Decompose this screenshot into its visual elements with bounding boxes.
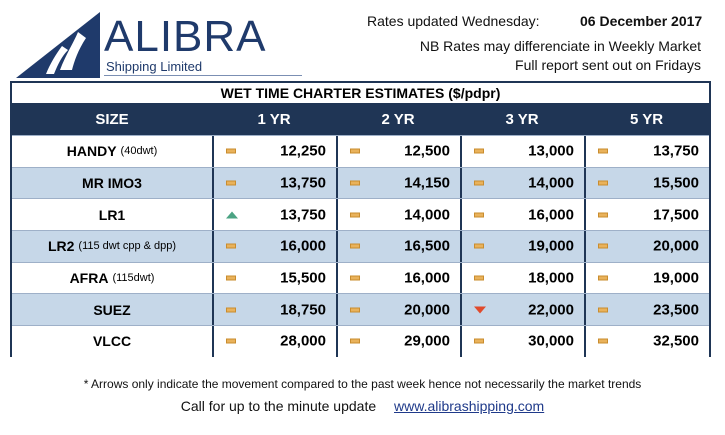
logo-divider xyxy=(104,75,302,76)
trend-flat-icon xyxy=(350,244,360,249)
trend-flat-icon xyxy=(350,276,360,281)
rate-value: 22,000 xyxy=(528,301,574,319)
trend-flat-icon xyxy=(598,307,608,312)
rate-cell xyxy=(212,168,336,199)
rate-cell xyxy=(460,168,584,199)
table-title: WET TIME CHARTER ESTIMATES ($/pdpr) xyxy=(12,83,709,103)
vessel-size-cell xyxy=(12,294,212,325)
report-note: Full report sent out on Fridays xyxy=(515,57,701,73)
rate-value: 14,150 xyxy=(404,174,450,192)
vessel-size-cell xyxy=(12,199,212,230)
rate-cell xyxy=(212,199,336,230)
trend-flat-icon xyxy=(598,181,608,186)
table-body xyxy=(12,135,709,357)
trend-flat-icon xyxy=(350,181,360,186)
rate-cell xyxy=(336,199,460,230)
company-logo xyxy=(12,8,292,78)
rate-cell xyxy=(212,136,336,167)
vessel-size-cell xyxy=(12,168,212,199)
trend-flat-icon xyxy=(226,149,236,154)
vessel-size-cell xyxy=(12,231,212,262)
rate-value: 20,000 xyxy=(653,237,699,255)
column-header-3yr: 3 YR xyxy=(505,110,539,128)
vessel-size-cell xyxy=(12,263,212,294)
rate-value: 17,500 xyxy=(653,206,699,224)
table-row xyxy=(12,167,709,199)
rates-note: NB Rates may differenciate in Weekly Market xyxy=(419,38,701,54)
rate-cell xyxy=(460,263,584,294)
rate-value: 18,000 xyxy=(528,269,574,287)
column-header-5yr: 5 YR xyxy=(629,110,664,128)
trend-flat-icon xyxy=(598,244,608,249)
rate-cell xyxy=(212,294,336,325)
table-row xyxy=(12,262,709,294)
table-row xyxy=(12,135,709,167)
rate-value: 16,500 xyxy=(404,237,450,255)
rate-value: 20,000 xyxy=(404,301,450,319)
rate-cell xyxy=(584,136,709,167)
rate-value: 14,000 xyxy=(404,206,450,224)
trend-flat-icon xyxy=(598,276,608,281)
rate-value: 28,000 xyxy=(280,332,326,350)
rate-value: 15,500 xyxy=(280,269,326,287)
rate-cell xyxy=(460,294,584,325)
vessel-size-cell xyxy=(12,136,212,167)
logo-subtitle: Shipping Limited xyxy=(106,59,203,74)
rate-cell xyxy=(584,231,709,262)
arrows-disclaimer: * Arrows only indicate the movement compared to the past week hence not necessarily the market trends xyxy=(83,377,642,391)
trend-flat-icon xyxy=(598,212,608,217)
trend-flat-icon xyxy=(474,181,484,186)
rate-cell xyxy=(584,199,709,230)
trend-flat-icon xyxy=(226,339,236,344)
rate-cell xyxy=(336,168,460,199)
vessel-size-label: MR IMO3 xyxy=(82,175,142,192)
trend-down-icon xyxy=(474,306,486,313)
rates-updated-date: 06 December 2017 xyxy=(580,13,703,29)
rate-cell xyxy=(336,231,460,262)
trend-flat-icon xyxy=(350,339,360,344)
column-header-size: SIZE xyxy=(95,110,129,128)
rate-value: 14,000 xyxy=(528,174,574,192)
rate-cell xyxy=(584,168,709,199)
table-row xyxy=(12,198,709,230)
trend-flat-icon xyxy=(598,149,608,154)
rate-value: 29,000 xyxy=(404,332,450,350)
rate-value: 19,000 xyxy=(528,237,574,255)
rate-value: 13,750 xyxy=(653,142,699,160)
rates-updated-label: Rates updated Wednesday: xyxy=(367,13,540,29)
contact-line xyxy=(0,398,725,414)
table-row xyxy=(12,293,709,325)
trend-flat-icon xyxy=(226,181,236,186)
rate-value: 18,750 xyxy=(280,301,326,319)
rate-value: 30,000 xyxy=(528,332,574,350)
rate-value: 12,250 xyxy=(280,142,326,160)
column-header-2yr: 2 YR xyxy=(381,110,415,128)
rate-cell xyxy=(584,326,709,357)
call-text: Call for up to the minute update xyxy=(180,398,377,414)
table-row xyxy=(12,325,709,357)
rate-value: 16,000 xyxy=(528,206,574,224)
rate-value: 12,500 xyxy=(404,142,450,160)
trend-flat-icon xyxy=(474,244,484,249)
rate-value: 15,500 xyxy=(653,174,699,192)
vessel-size-label: LR2 xyxy=(47,238,75,255)
trend-flat-icon xyxy=(350,212,360,217)
rate-cell xyxy=(460,136,584,167)
rate-cell xyxy=(336,294,460,325)
rate-cell xyxy=(460,231,584,262)
rate-value: 16,000 xyxy=(404,269,450,287)
table-header-row xyxy=(12,103,709,135)
trend-flat-icon xyxy=(226,276,236,281)
rate-value: 16,000 xyxy=(280,237,326,255)
rate-cell xyxy=(212,231,336,262)
rate-cell xyxy=(212,326,336,357)
rate-value: 13,000 xyxy=(528,142,574,160)
rate-value: 19,000 xyxy=(653,269,699,287)
trend-flat-icon xyxy=(474,339,484,344)
rate-value: 32,500 xyxy=(653,332,699,350)
trend-flat-icon xyxy=(226,307,236,312)
rate-value: 13,750 xyxy=(280,206,326,224)
rate-cell xyxy=(460,199,584,230)
column-header-1yr: 1 YR xyxy=(257,110,291,128)
rate-cell xyxy=(212,263,336,294)
vessel-size-label: SUEZ xyxy=(93,301,131,318)
trend-flat-icon xyxy=(474,276,484,281)
rate-cell xyxy=(584,294,709,325)
table-row xyxy=(12,230,709,262)
alibra-logo-icon xyxy=(16,12,100,78)
vessel-size-note: (40dwt) xyxy=(120,145,158,158)
rate-value: 13,750 xyxy=(280,174,326,192)
vessel-size-label: AFRA xyxy=(69,270,109,287)
trend-up-icon xyxy=(226,211,238,218)
trend-flat-icon xyxy=(226,244,236,249)
vessel-size-cell xyxy=(12,326,212,357)
rate-cell xyxy=(336,263,460,294)
vessel-size-label: HANDY xyxy=(66,143,117,160)
logo-name: ALIBRA xyxy=(104,12,267,61)
rate-cell xyxy=(584,263,709,294)
trend-flat-icon xyxy=(598,339,608,344)
rate-cell xyxy=(336,136,460,167)
rate-cell xyxy=(336,326,460,357)
website-link[interactable]: www.alibrashipping.com xyxy=(394,398,545,414)
trend-flat-icon xyxy=(474,149,484,154)
charter-estimates-table xyxy=(10,81,711,357)
vessel-size-note: (115 dwt cpp & dpp) xyxy=(78,240,177,253)
vessel-size-label: VLCC xyxy=(92,333,132,350)
trend-flat-icon xyxy=(350,149,360,154)
rate-value: 23,500 xyxy=(653,301,699,319)
trend-flat-icon xyxy=(474,212,484,217)
trend-flat-icon xyxy=(350,307,360,312)
vessel-size-label: LR1 xyxy=(98,206,126,223)
rate-cell xyxy=(460,326,584,357)
vessel-size-note: (115dwt) xyxy=(112,272,155,285)
